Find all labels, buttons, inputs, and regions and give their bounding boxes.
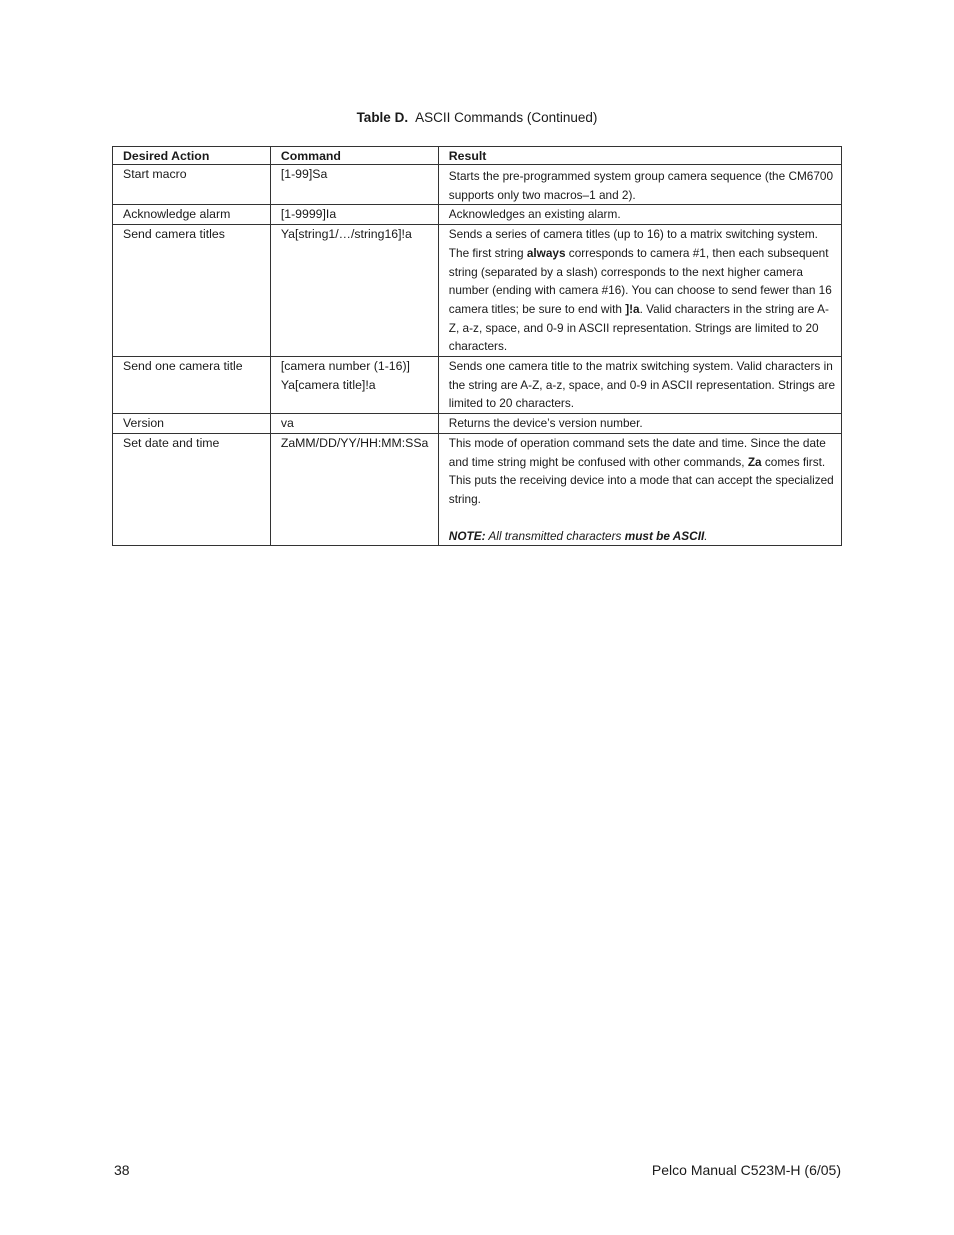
note <box>449 529 708 543</box>
command-line: [camera number (1-16)] <box>280 359 410 374</box>
table-row <box>113 165 842 205</box>
result-text: comes first. This puts the receiving device into a mode that can accept the specialized string. <box>448 454 834 506</box>
result-text: Starts the pre-programmed system group camera sequence (the CM6700 supports only two macros–1 and 2). <box>448 169 834 202</box>
result-cell <box>438 357 841 414</box>
result-text: corresponds to camera #1, then each subsequent string (separated by a slash) corresponds to the next higher camera number (ending with camera #16). You can choose to send fewer than 16 camera titles; be sure to end with <box>448 245 832 316</box>
result-cell <box>438 414 841 434</box>
result-cell <box>438 205 841 225</box>
result-text: This mode of operation command sets the date and time. Since the date and time string might be confused with other commands, <box>448 435 826 469</box>
note-label: NOTE: <box>448 528 486 543</box>
command-cell: ZaMM/DD/YY/HH:MM:SSa <box>270 433 438 546</box>
command-cell: [1-99]Sa <box>270 165 438 205</box>
note-emphasis: must be ASCII <box>624 528 705 543</box>
table-row <box>113 225 842 357</box>
result-text: Sends one camera title to the matrix switching system. Valid characters in the string are A-Z, a-z, space, and 0-9 in ASCII representation. Strings are limited to 20 characters. <box>448 359 836 411</box>
column-header-command: Command <box>270 147 438 165</box>
column-header-desired-action: Desired Action <box>113 147 271 165</box>
result-text: Sends a series of camera titles (up to 16) to a matrix switching system. The first string <box>448 227 818 260</box>
table-caption-label: Table D. <box>356 110 409 125</box>
result-cell <box>438 433 841 546</box>
result-cell <box>438 225 841 357</box>
command-cell <box>270 357 438 414</box>
action-cell: Send one camera title <box>113 357 271 414</box>
result-cell <box>438 165 841 205</box>
action-cell: Version <box>113 414 271 434</box>
action-cell: Set date and time <box>113 433 271 546</box>
command-cell: [1-9999]Ia <box>270 205 438 225</box>
result-emphasis: Za <box>747 454 762 469</box>
result-emphasis: ]!a <box>625 301 640 316</box>
note-end: . <box>704 528 708 543</box>
table-row <box>113 414 842 434</box>
table-row <box>113 357 842 414</box>
table-caption-title: ASCII Commands (Continued) <box>415 110 598 125</box>
table-header-row <box>113 147 842 165</box>
result-emphasis: always <box>526 245 566 260</box>
table-caption <box>0 110 954 125</box>
manual-reference: Pelco Manual C523M-H (6/05) <box>651 1162 841 1178</box>
column-header-result: Result <box>438 147 841 165</box>
action-cell: Send camera titles <box>113 225 271 357</box>
table-row <box>113 433 842 546</box>
note-text: All transmitted characters <box>485 528 625 543</box>
result-text: Returns the device’s version number. <box>448 416 643 431</box>
ascii-commands-table <box>112 146 842 546</box>
command-cell: va <box>270 414 438 434</box>
action-cell: Start macro <box>113 165 271 205</box>
command-cell: Ya[string1/…/string16]!a <box>270 225 438 357</box>
page-number: 38 <box>114 1162 130 1178</box>
note-spacer <box>449 509 835 527</box>
action-cell: Acknowledge alarm <box>113 205 271 225</box>
result-text: Acknowledges an existing alarm. <box>448 207 621 222</box>
result-text: . Valid characters in the string are A-Z, a-z, space, and 0-9 in ASCII representation. Strings are limited to 20 characters. <box>448 301 829 354</box>
command-line: Ya[camera title]!a <box>280 377 376 392</box>
table-row <box>113 205 842 225</box>
